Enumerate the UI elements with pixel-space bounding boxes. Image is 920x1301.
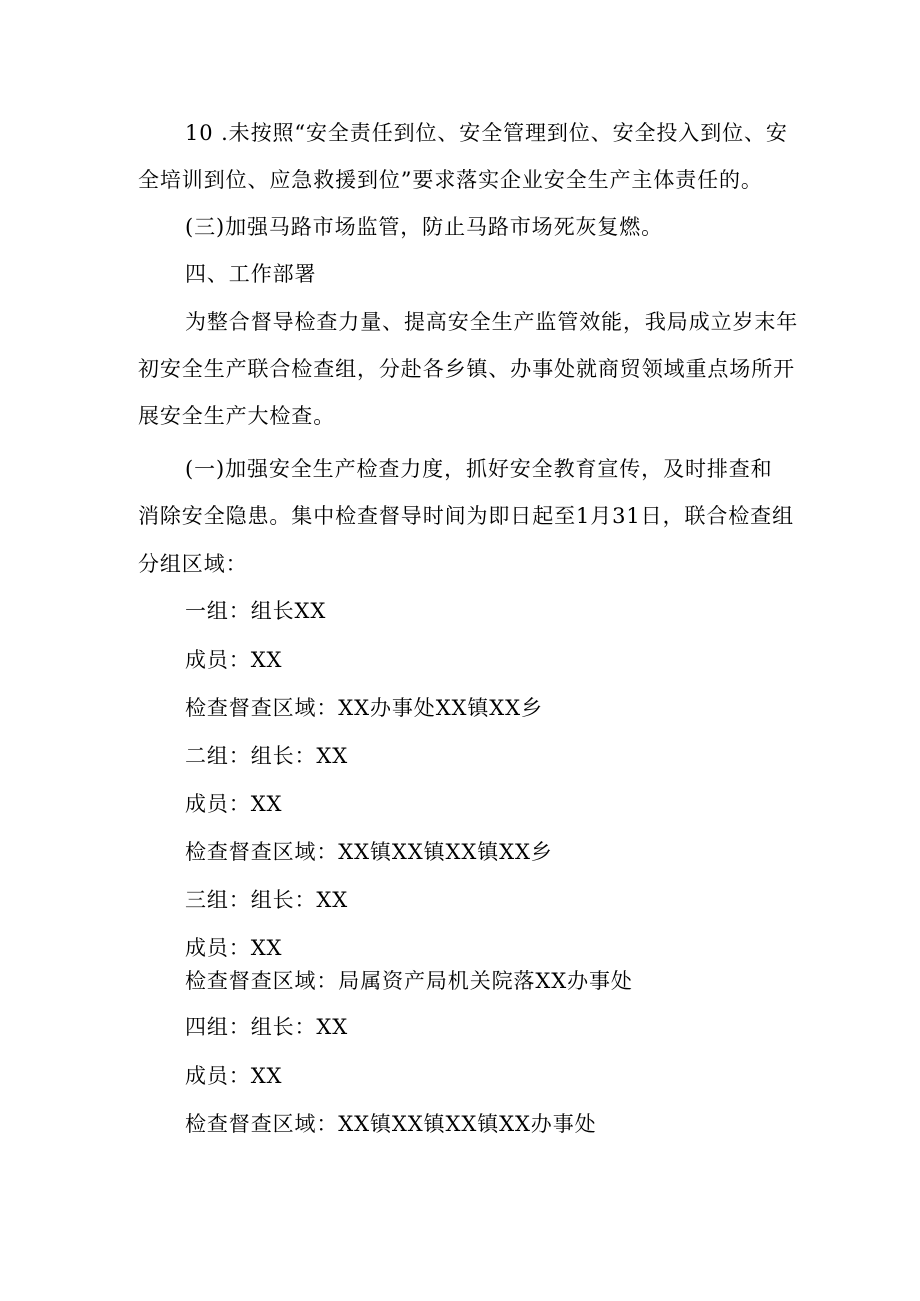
text-line: 三组：组长：XX — [185, 888, 349, 912]
text-line: 一组：组长XX — [185, 599, 327, 623]
section-heading: 四、工作部署 — [185, 262, 317, 286]
text-line: (一)加强安全生产检查力度，抓好安全教育宣传，及时排查和 — [185, 457, 773, 481]
text-line: 展安全生产大检查。 — [138, 404, 336, 428]
text-line: 成员：XX — [185, 1064, 283, 1088]
text-line: 二组：组长：XX — [185, 744, 349, 768]
text-line: 检查督查区域：XX办事处XX镇XX乡 — [185, 696, 543, 720]
text-line: 检查督查区域：局属资产局机关院落XX办事处 — [185, 969, 633, 993]
text-line: 为整合督导检查力量、提高安全生产监管效能，我局成立岁末年 — [185, 310, 799, 334]
text-line: 初安全生产联合检查组，分赴各乡镇、办事处就商贸领域重点场所开 — [138, 357, 795, 381]
text-line: 成员：XX — [185, 792, 283, 816]
text-line: 四组：组长：XX — [185, 1015, 349, 1039]
text-line: 消除安全隐患。集中检查督导时间为即日起至1月31日，联合检查组 — [138, 504, 794, 528]
text-line: (三)加强马路市场监管，防止马路市场死灰复燃。 — [185, 215, 664, 239]
text-line: 成员：XX — [185, 648, 283, 672]
text-line: 全培训到位、应急救援到位”要求落实企业安全生产主体责任的。 — [138, 168, 763, 192]
text-line: 检查督查区域：XX镇XX镇XX镇XX乡 — [185, 840, 553, 864]
text-line: 分组区域： — [138, 552, 248, 576]
text-line: 检查督查区域：XX镇XX镇XX镇XX办事处 — [185, 1112, 597, 1136]
text-line: 成员：XX — [185, 936, 283, 960]
text-line: 10 .未按照“安全责任到位、安全管理到位、安全投入到位、安 — [185, 121, 788, 145]
